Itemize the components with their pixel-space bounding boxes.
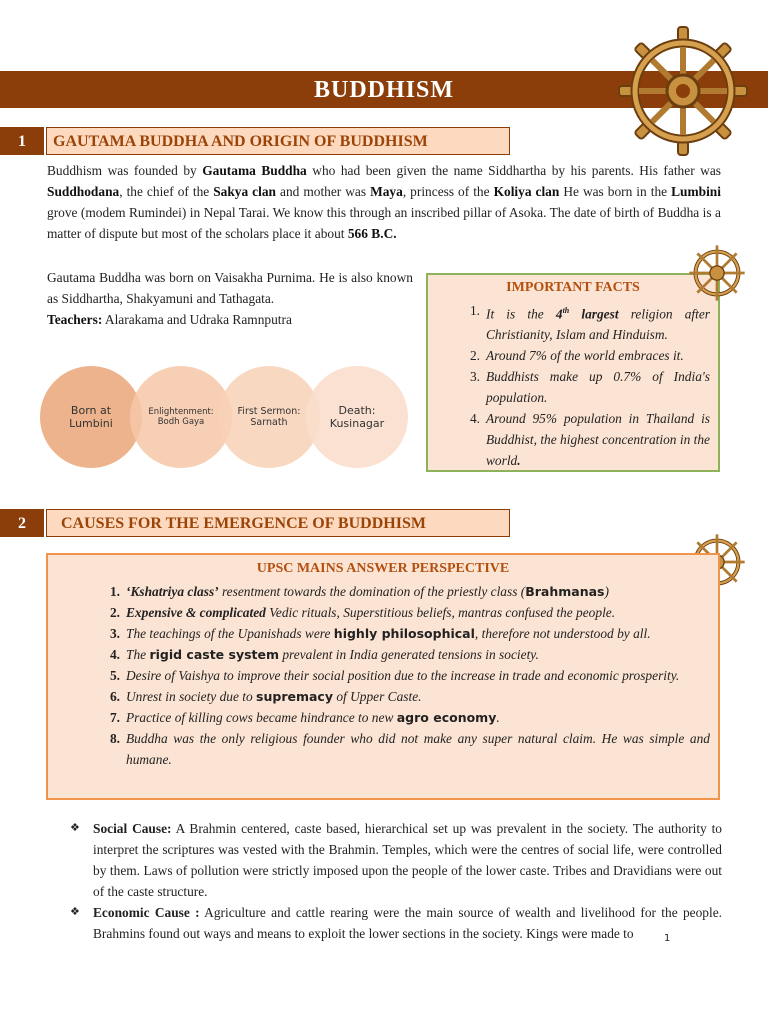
section-number: 2 bbox=[0, 509, 44, 537]
list-item: 8. Buddha was the only religious founder who did not make any super natural claim. He was simple and humane. bbox=[109, 731, 710, 767]
event-circle-enlightenment: Enlightenment: Bodh Gaya bbox=[130, 366, 232, 468]
diamond-bullet-icon: ❖ bbox=[70, 906, 80, 918]
dharma-wheel-icon bbox=[688, 244, 746, 302]
list-item: 2. Around 7% of the world embraces it. bbox=[469, 348, 684, 364]
page-number: 1 bbox=[664, 933, 671, 944]
section-number: 1 bbox=[0, 127, 44, 155]
page-title: BUDDHISM bbox=[313, 77, 454, 103]
teachers-label: Teachers: bbox=[47, 312, 103, 327]
causes-list bbox=[98, 581, 710, 770]
section-heading: GAUTAMA BUDDHA AND ORIGIN OF BUDDHISM bbox=[46, 127, 510, 155]
facts-heading: IMPORTANT FACTS bbox=[506, 280, 640, 295]
causes-box-heading: UPSC MAINS ANSWER PERSPECTIVE bbox=[256, 561, 510, 576]
section-1-header bbox=[0, 127, 512, 155]
list-item: 3. Buddhists make up 0.7% of India's population. bbox=[469, 369, 710, 406]
event-circle-birth: Born at Lumbini bbox=[40, 366, 142, 468]
intro-paragraph: Buddhism was founded by Gautama Buddha who had been given the name Siddhartha by his parents. His father was Suddhodana, the chief of the Sakya clan and mother was Maya, princess of the Koliya clan He was born in the Lumbini grove (modem Rumindei) in Nepal Tarai. We know this through an inscribed pillar of Asoka. The date of birth of Buddha is a matter of dispute but most of the scholars place it about 566 B.C. bbox=[47, 163, 722, 241]
list-item: ❖ Economic Cause : Agriculture and cattle rearing were the main source of wealth and livelihood for the people. Brahmins found out ways and means to exploit the lower sections in the society. Kings were made to bbox=[70, 902, 722, 944]
list-item: 1. It is the 4th largest religion after Christianity, Islam and Hinduism. bbox=[469, 303, 711, 343]
dharma-wheel-icon bbox=[618, 26, 748, 156]
important-facts-box bbox=[426, 273, 720, 472]
list-item: 5. Desire of Vaishya to improve their social position due to the increase in trade and economic prosperity. bbox=[109, 668, 680, 683]
list-item: 2. Expensive & complicated Vedic rituals, Superstitious beliefs, mantras confused the people. bbox=[109, 605, 616, 620]
section-2-header bbox=[0, 509, 512, 537]
list-item: 1. ‘Kshatriya class’ resentment towards the domination of the priestly class (Brahmanas) bbox=[109, 584, 609, 599]
facts-list bbox=[458, 300, 710, 471]
teachers-line: Teachers: Alarakama and Udraka Ramnputra bbox=[47, 312, 292, 327]
event-circle-sermon: First Sermon: Sarnath bbox=[218, 366, 320, 468]
list-item: 7. Practice of killing cows became hindrance to new agro economy. bbox=[109, 710, 500, 725]
causes-bullets bbox=[70, 818, 722, 944]
life-events-diagram bbox=[40, 366, 412, 468]
list-item: 4. The rigid caste system prevalent in India generated tensions in society. bbox=[109, 647, 539, 662]
list-item: ❖ Social Cause: A Brahmin centered, caste based, hierarchical set up was prevalent in the society. The authority to interpret the scriptures was vested with the Brahmin. Temples, which were the centres of social life, were controlled by them. Laws of pollution were strictly imposed upon the people of the lower caste. Tribes and Dravidians were out of the caste structure. bbox=[70, 818, 722, 902]
section-heading: CAUSES FOR THE EMERGENCE OF BUDDHISM bbox=[46, 509, 510, 537]
list-item: 6. Unrest in society due to supremacy of Upper Caste. bbox=[109, 689, 422, 704]
diamond-bullet-icon: ❖ bbox=[70, 822, 80, 834]
event-circle-death: Death: Kusinagar bbox=[306, 366, 408, 468]
list-item: 4. Around 95% population in Thailand is Buddhist, the highest concentration in the world. bbox=[469, 411, 710, 469]
upsc-causes-box bbox=[46, 553, 720, 800]
birth-paragraph: Gautama Buddha was born on Vaisakha Purnima. He is also known as Siddhartha, Shakyamuni and Tathagata. bbox=[47, 270, 413, 306]
list-item: 3. The teachings of the Upanishads were highly philosophical, therefore not understood by all. bbox=[109, 626, 651, 641]
